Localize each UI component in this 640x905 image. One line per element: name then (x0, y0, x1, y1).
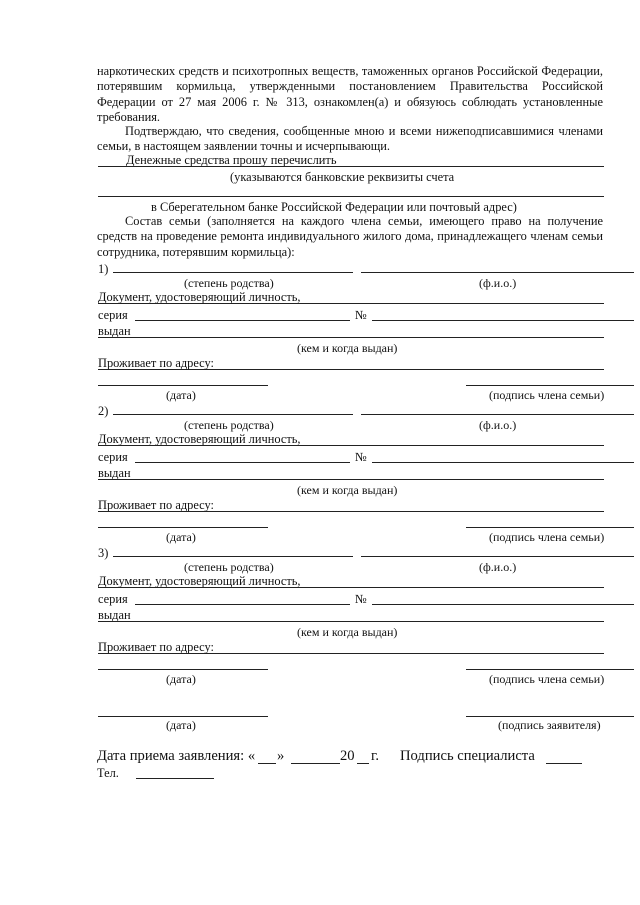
member-number: 3) (98, 546, 109, 560)
issued-hint: (кем и когда выдан) (297, 341, 398, 355)
series-label: серия (98, 592, 128, 606)
issued-hint: (кем и когда выдан) (297, 483, 398, 497)
number-label: № (355, 592, 367, 606)
address-label: Проживает по адресу: (98, 498, 214, 512)
relation-line[interactable] (113, 556, 353, 557)
phone-label: Тел. (97, 766, 119, 780)
document-label: Документ, удостоверяющий личность, (98, 574, 301, 588)
issued-label: выдан (98, 466, 131, 480)
date-line[interactable] (98, 385, 268, 386)
applicant-date-line[interactable] (98, 716, 268, 717)
fio-hint: (ф.и.о.) (479, 418, 517, 432)
relation-hint: (степень родства) (184, 560, 274, 574)
fio-line[interactable] (361, 556, 634, 557)
fio-line[interactable] (361, 414, 634, 415)
number-label: № (355, 308, 367, 322)
date-line[interactable] (98, 669, 268, 670)
bank-hint-2: в Сберегательном банке Российской Федерации или почтовый адрес) (151, 200, 517, 214)
number-label: № (355, 450, 367, 464)
date-line[interactable] (98, 527, 268, 528)
applicant-date-hint: (дата) (166, 718, 196, 732)
issued-line[interactable] (98, 621, 604, 622)
series-line[interactable] (135, 604, 350, 605)
phone-line[interactable] (136, 778, 214, 779)
series-line[interactable] (135, 320, 350, 321)
series-line[interactable] (135, 462, 350, 463)
specialist-signature-label: Подпись специалиста (400, 748, 535, 764)
address-line[interactable] (98, 653, 604, 654)
member-signature-hint: (подпись члена семьи) (489, 388, 605, 402)
applicant-signature-hint: (подпись заявителя) (498, 718, 601, 732)
member-signature-hint: (подпись члена семьи) (489, 530, 605, 544)
address-label: Проживает по адресу: (98, 356, 214, 370)
family-intro: Состав семьи (заполняется на каждого члена семьи, имеющего право на получение средств на проведение ремонта индивидуального жилого дома, принадлежащего членам семьи сотрудника, потерявшим кормильца): (97, 214, 603, 259)
bank-details-line-2[interactable] (98, 196, 604, 197)
receipt-day-line[interactable] (258, 763, 276, 764)
bank-hint-1: (указываются банковские реквизиты счета (230, 170, 455, 184)
doc-number-line[interactable] (372, 320, 634, 321)
member-number: 1) (98, 262, 109, 276)
issued-line[interactable] (98, 479, 604, 480)
doc-number-line[interactable] (372, 604, 634, 605)
receipt-date-mid: » (277, 748, 285, 764)
member-signature-line[interactable] (466, 669, 634, 670)
document-label: Документ, удостоверяющий личность, (98, 432, 301, 446)
specialist-signature-line[interactable] (546, 763, 582, 764)
relation-line[interactable] (113, 272, 353, 273)
applicant-signature-line[interactable] (466, 716, 634, 717)
issued-line[interactable] (98, 337, 604, 338)
member-signature-line[interactable] (466, 527, 634, 528)
fio-line[interactable] (361, 272, 634, 273)
issued-label: выдан (98, 324, 131, 338)
fio-hint: (ф.и.о.) (479, 560, 517, 574)
date-hint: (дата) (166, 672, 196, 686)
document-line[interactable] (98, 303, 604, 304)
address-line[interactable] (98, 511, 604, 512)
fio-hint: (ф.и.о.) (479, 276, 517, 290)
series-label: серия (98, 450, 128, 464)
address-line[interactable] (98, 369, 604, 370)
receipt-date-prefix: Дата приема заявления: « (97, 748, 256, 764)
member-signature-line[interactable] (466, 385, 634, 386)
date-hint: (дата) (166, 530, 196, 544)
member-number: 2) (98, 404, 109, 418)
document-line[interactable] (98, 445, 604, 446)
bank-details-line-1[interactable] (98, 166, 604, 167)
receipt-year-prefix: 20 (340, 748, 355, 764)
bank-prompt: Денежные средства прошу перечислить (126, 153, 337, 167)
document-line[interactable] (98, 587, 604, 588)
relation-hint: (степень родства) (184, 418, 274, 432)
receipt-year-line[interactable] (357, 763, 369, 764)
document-label: Документ, удостоверяющий личность, (98, 290, 301, 304)
intro-paragraph-2: Подтверждаю, что сведения, сообщенные мною и всеми нижеподписавшимися членами семьи, в настоящем заявлении точны и исчерпывающи. (97, 124, 603, 154)
doc-number-line[interactable] (372, 462, 634, 463)
receipt-month-line[interactable] (291, 763, 340, 764)
member-signature-hint: (подпись члена семьи) (489, 672, 605, 686)
relation-hint: (степень родства) (184, 276, 274, 290)
date-hint: (дата) (166, 388, 196, 402)
receipt-date-suffix: г. (371, 748, 379, 764)
relation-line[interactable] (113, 414, 353, 415)
series-label: серия (98, 308, 128, 322)
issued-hint: (кем и когда выдан) (297, 625, 398, 639)
intro-paragraph-1: наркотических средств и психотропных веществ, таможенных органов Российской Федерации, потерявшим кормильца, утвержденными постановлением Правительства Российской Федерации от 27 мая 2006 г. № 313, ознакомлен(а) и обязуюсь соблюдать установленные требования. (97, 64, 603, 125)
address-label: Проживает по адресу: (98, 640, 214, 654)
issued-label: выдан (98, 608, 131, 622)
